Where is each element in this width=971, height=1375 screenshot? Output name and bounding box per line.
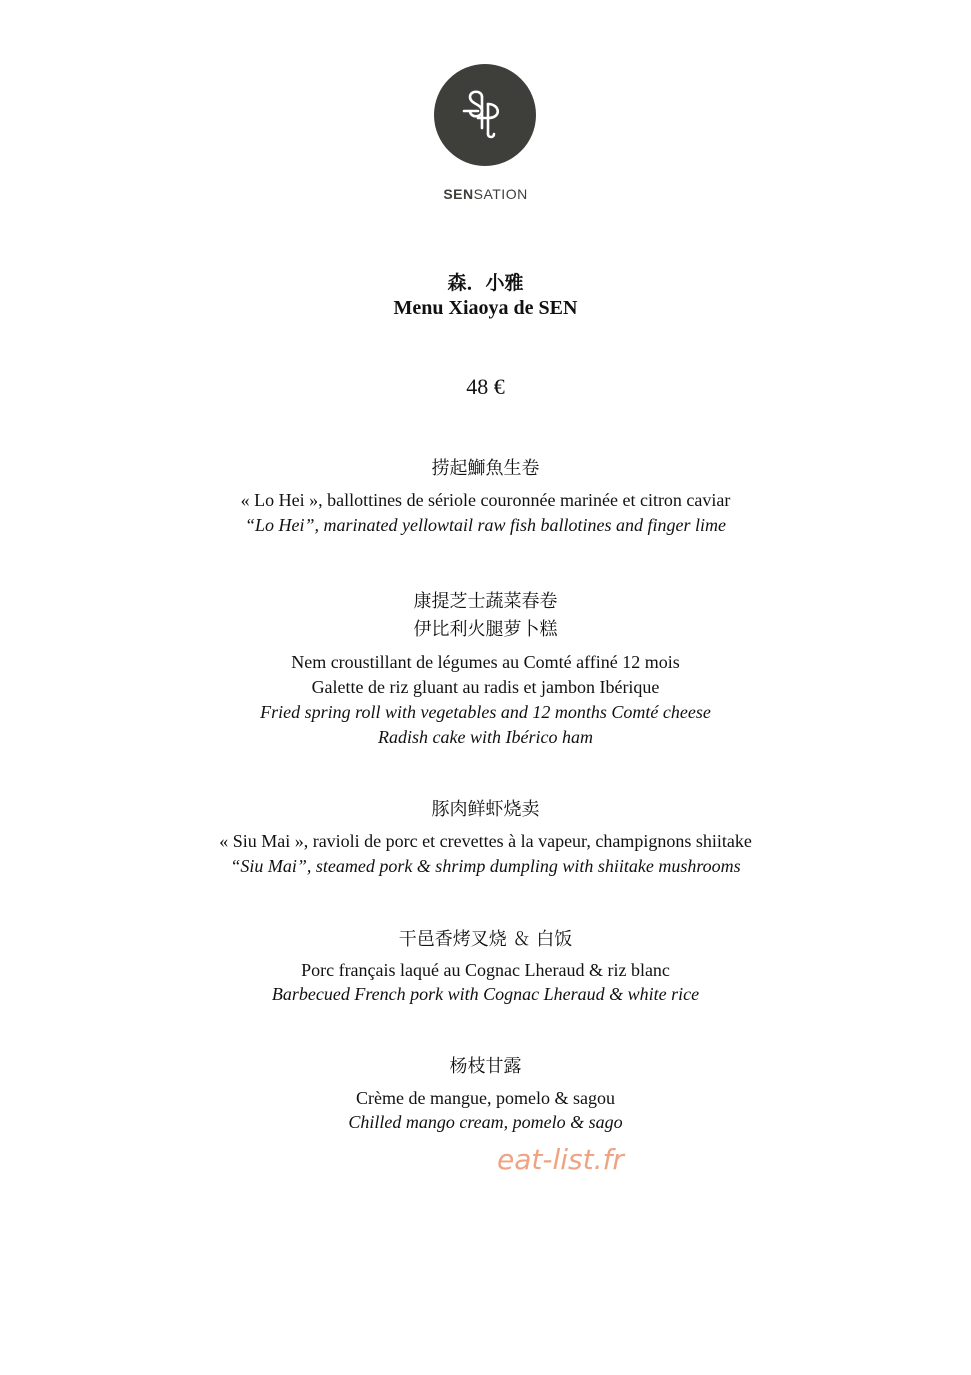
course-4-french-description: Porc français laqué au Cognac Lheraud & riz blanc (301, 960, 670, 980)
brand-name-light: SATION (473, 186, 528, 202)
course-5-french-description: Crème de mangue, pomelo & sagou (356, 1088, 615, 1108)
menu-price: 48 € (466, 374, 505, 399)
course-2-chinese-name-1: 康提芝士蔬菜春卷 (413, 591, 558, 612)
course-5-chinese-name: 杨枝甘露 (449, 1056, 522, 1077)
course-2-french-description-1: Nem croustillant de légumes au Comté affiné 12 mois (291, 652, 680, 672)
menu-title-chinese: 森．小雅 (447, 272, 524, 294)
brand-name-bold: SEN (443, 186, 474, 202)
course-5-english-description: Chilled mango cream, pomelo & sago (348, 1112, 623, 1132)
brand-name (0, 186, 971, 202)
course-2-french-description-2: Galette de riz gluant au radis et jambon Ibérique (311, 677, 660, 697)
course-1-english-description: “Lo Hei”, marinated yellowtail raw fish ballotines and finger lime (244, 515, 726, 535)
course-3-english-description: “Siu Mai”, steamed pork & shrimp dumpling with shiitake mushrooms (230, 856, 741, 876)
course-3-chinese-name: 豚肉鲜虾烧卖 (431, 799, 540, 820)
course-2-chinese-name-2: 伊比利火腿萝卜糕 (413, 619, 558, 640)
menu-title: Menu Xiaoya de SEN (393, 297, 578, 319)
course-4-chinese-name: 干邑香烤叉烧 ＆ 白饭 (398, 929, 573, 950)
course-2-english-description-1: Fried spring roll with vegetables and 12 months Comté cheese (260, 702, 711, 722)
course-4-english-description: Barbecued French pork with Cognac Lheraud & white rice (271, 984, 700, 1004)
watermark-text: eat-list.fr (497, 1143, 624, 1176)
course-3-french-description: « Siu Mai », ravioli de porc et crevettes à la vapeur, champignons shiitake (219, 831, 752, 851)
course-1-chinese-name: 捞起鰤魚生卷 (431, 458, 540, 479)
course-1-french-description: « Lo Hei », ballottines de sériole couronnée marinée et citron caviar (240, 490, 731, 510)
sensation-logo-icon (434, 64, 536, 166)
course-2-english-description-2: Radish cake with Ibérico ham (378, 727, 593, 747)
